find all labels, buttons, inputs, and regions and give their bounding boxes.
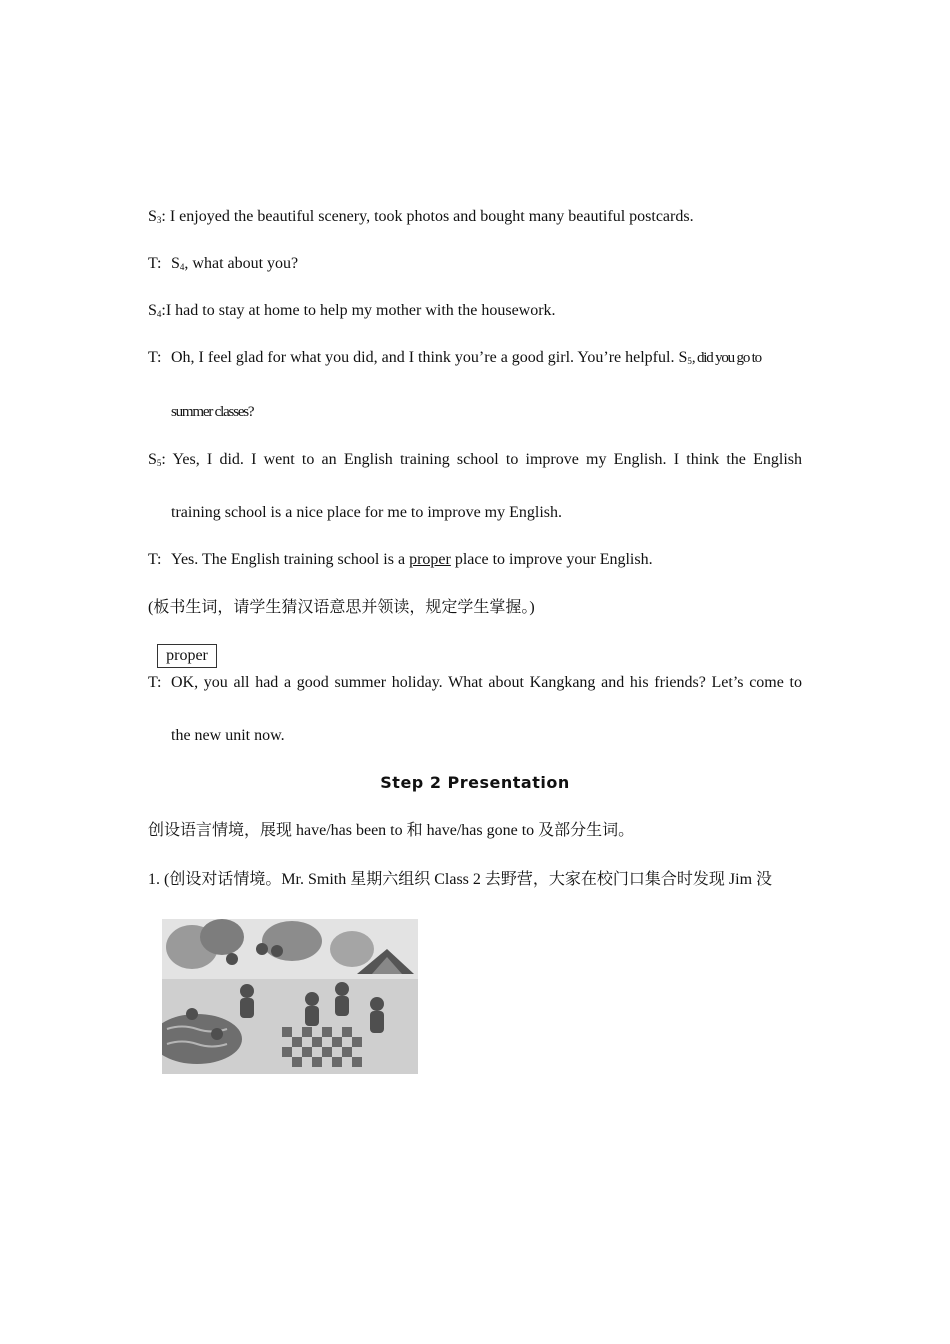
- section-intro: 创设语言情境，展现 have/has been to 和 have/has gone to 及部分生词。: [148, 822, 635, 839]
- picnic-illustration: [162, 919, 418, 1074]
- dialogue-line-s3: $S_3$: I enjoyed the beautiful scenery, took photos and bought many beautiful postcards.: [148, 208, 694, 225]
- dialogue-line-t4-cont: the new unit now.: [171, 727, 285, 744]
- underlined-word: proper: [409, 551, 451, 568]
- dialogue-line-t3: T: Yes. The English training school is a proper place to improve your English.: [148, 551, 653, 568]
- dialogue-line-t1: T: $S_4$, what about you?: [148, 255, 299, 272]
- dialogue-line-s5: $S_5$: Yes, I did. I went to an English training school to improve my English. I think the English: [148, 451, 802, 468]
- dialogue-line-s5-cont: training school is a nice place for me to improve my English.: [171, 504, 563, 521]
- section-heading: Step 2 Presentation: [380, 773, 570, 792]
- dialogue-line-t2: T: Oh, I feel glad for what you did, and I think you’re a good girl. You’re helpful. $S_5$, did you go to: [148, 349, 761, 366]
- dialogue-line-s4: $S_4:I$ had to stay at home to help my mother with the housework.: [148, 302, 556, 319]
- vocabulary-box: proper: [157, 644, 217, 668]
- teaching-note: (板书生词，请学生猜汉语意思并领读，规定学生掌握。): [148, 599, 535, 616]
- dialogue-line-t4: T: OK, you all had a good summer holiday. What about Kangkang and his friends? Let’s come to: [148, 674, 802, 691]
- dialogue-line-t2-cont: summer classes?: [171, 404, 254, 420]
- numbered-item-1: 1. (创设对话情境。Mr. Smith 星期六组织 Class 2 去野营，大家在校门口集合时发现 Jim 没: [148, 871, 773, 888]
- picnic-scene-drawing: [162, 919, 418, 1074]
